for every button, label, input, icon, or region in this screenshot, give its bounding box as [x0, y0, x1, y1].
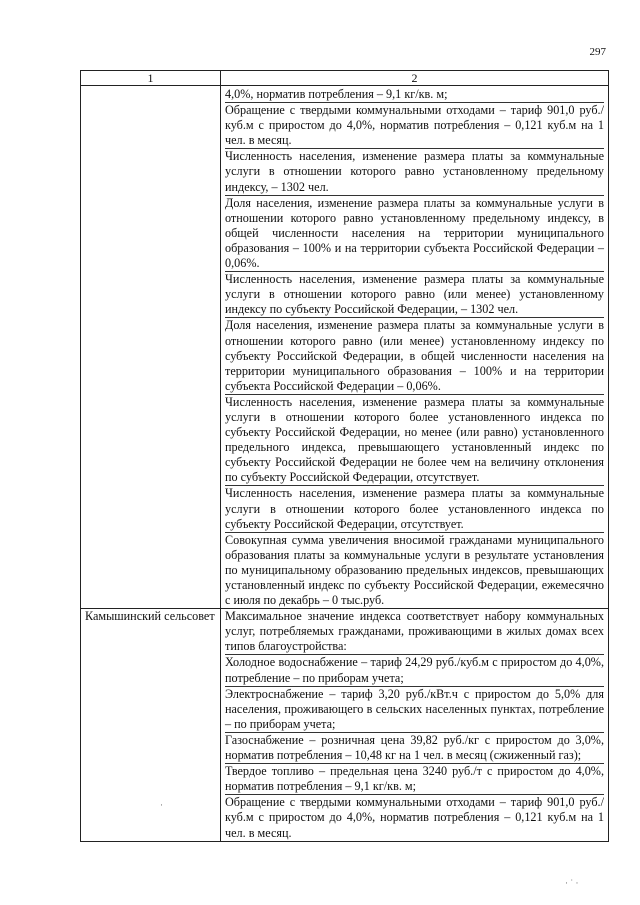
description-cell [221, 609, 609, 841]
paragraph: Газоснабжение – розничная цена 39,82 руб./кг с приростом до 3,0%, норматив потребления – 10,48 кг на 1 чел. в месяц (сжиженный газ); [225, 733, 604, 764]
column-header-2: 2 [221, 71, 609, 86]
paragraph: Численность населения, изменение размера платы за коммунальные услуги в отношении которого равно (или менее) установленному индексу по субъекту Российской Федерации, – 1302 чел. [225, 272, 604, 318]
paragraph: Твердое топливо – предельная цена 3240 руб./т с приростом до 4,0%, норматив потребления – 9,1 кг/кв. м; [225, 764, 604, 795]
paragraph: Электроснабжение – тариф 3,20 руб./кВт.ч с приростом до 5,0% для населения, проживающего в сельских населенных пунктах, потребление – по приборам учета; [225, 687, 604, 733]
document-table [80, 70, 609, 842]
paragraph: Численность населения, изменение размера платы за коммунальные услуги в отношении которого равно установленному предельному индексу, – 1302 чел. [225, 149, 604, 195]
paragraph: Совокупная сумма увеличения вносимой гражданами муниципального образования платы за коммунальные услуги в результате установления по муниципальному образованию предельных индексов, превышающих установленный индекс по субъекту Российской Федерации, ежемесячно с июля по декабрь – 0 тыс.руб. [225, 532, 604, 608]
paragraph: Максимальное значение индекса соответствует набору коммунальных услуг, потребляемых гражданами, проживающими в жилых домах всех типов благоустройства: [225, 609, 604, 655]
municipality-cell [81, 86, 221, 609]
paragraph: Обращение с твердыми коммунальными отходами – тариф 901,0 руб./куб.м с приростом до 4,0%, норматив потребления – 0,121 куб.м на 1 чел. в месяц. [225, 795, 604, 840]
paragraph: Численность населения, изменение размера платы за коммунальные услуги в отношении которого более установленного индекса по субъекту Российской Федерации, отсутствует. [225, 486, 604, 532]
paragraph: 4,0%, норматив потребления – 9,1 кг/кв. м; [225, 87, 604, 103]
description-cell [221, 86, 609, 609]
column-header-1: 1 [81, 71, 221, 86]
table-row [81, 86, 609, 609]
paragraph: Холодное водоснабжение – тариф 24,29 руб./куб.м с приростом до 4,0%, потребление – по приборам учета; [225, 655, 604, 686]
scan-artifact: · ˙ · [565, 878, 579, 888]
scan-artifact: · [160, 800, 163, 810]
paragraph: Доля населения, изменение размера платы за коммунальные услуги в отношении которого равно (или менее) установленному индексу по субъекту Российской Федерации, в общей численности населения на территории муниципального образования – 100% и на территории субъекта Российской Федерации – 0,06%. [225, 318, 604, 394]
page-number: 297 [589, 46, 606, 58]
paragraph: Обращение с твердыми коммунальными отходами – тариф 901,0 руб./куб.м с приростом до 4,0%, норматив потребления – 0,121 куб.м на 1 чел. в месяц. [225, 103, 604, 149]
paragraph: Численность населения, изменение размера платы за коммунальные услуги в отношении которого более установленного индекса по субъекту Российской Федерации, но менее (или равно) установленного предельного индекса, превышающего установленный индекс по субъекту Российской Федерации не более чем на величину отклонения по субъекту Российской Федерации, отсутствует. [225, 395, 604, 487]
paragraph: Доля населения, изменение размера платы за коммунальные услуги в отношении которого равно установленному предельному индексу, в общей численности населения на территории муниципального образования – 100% и на территории субъекта Российской Федерации – 0,06%. [225, 196, 604, 272]
table-header-row [81, 71, 609, 86]
municipality-cell: Камышинский сельсовет [81, 609, 221, 841]
